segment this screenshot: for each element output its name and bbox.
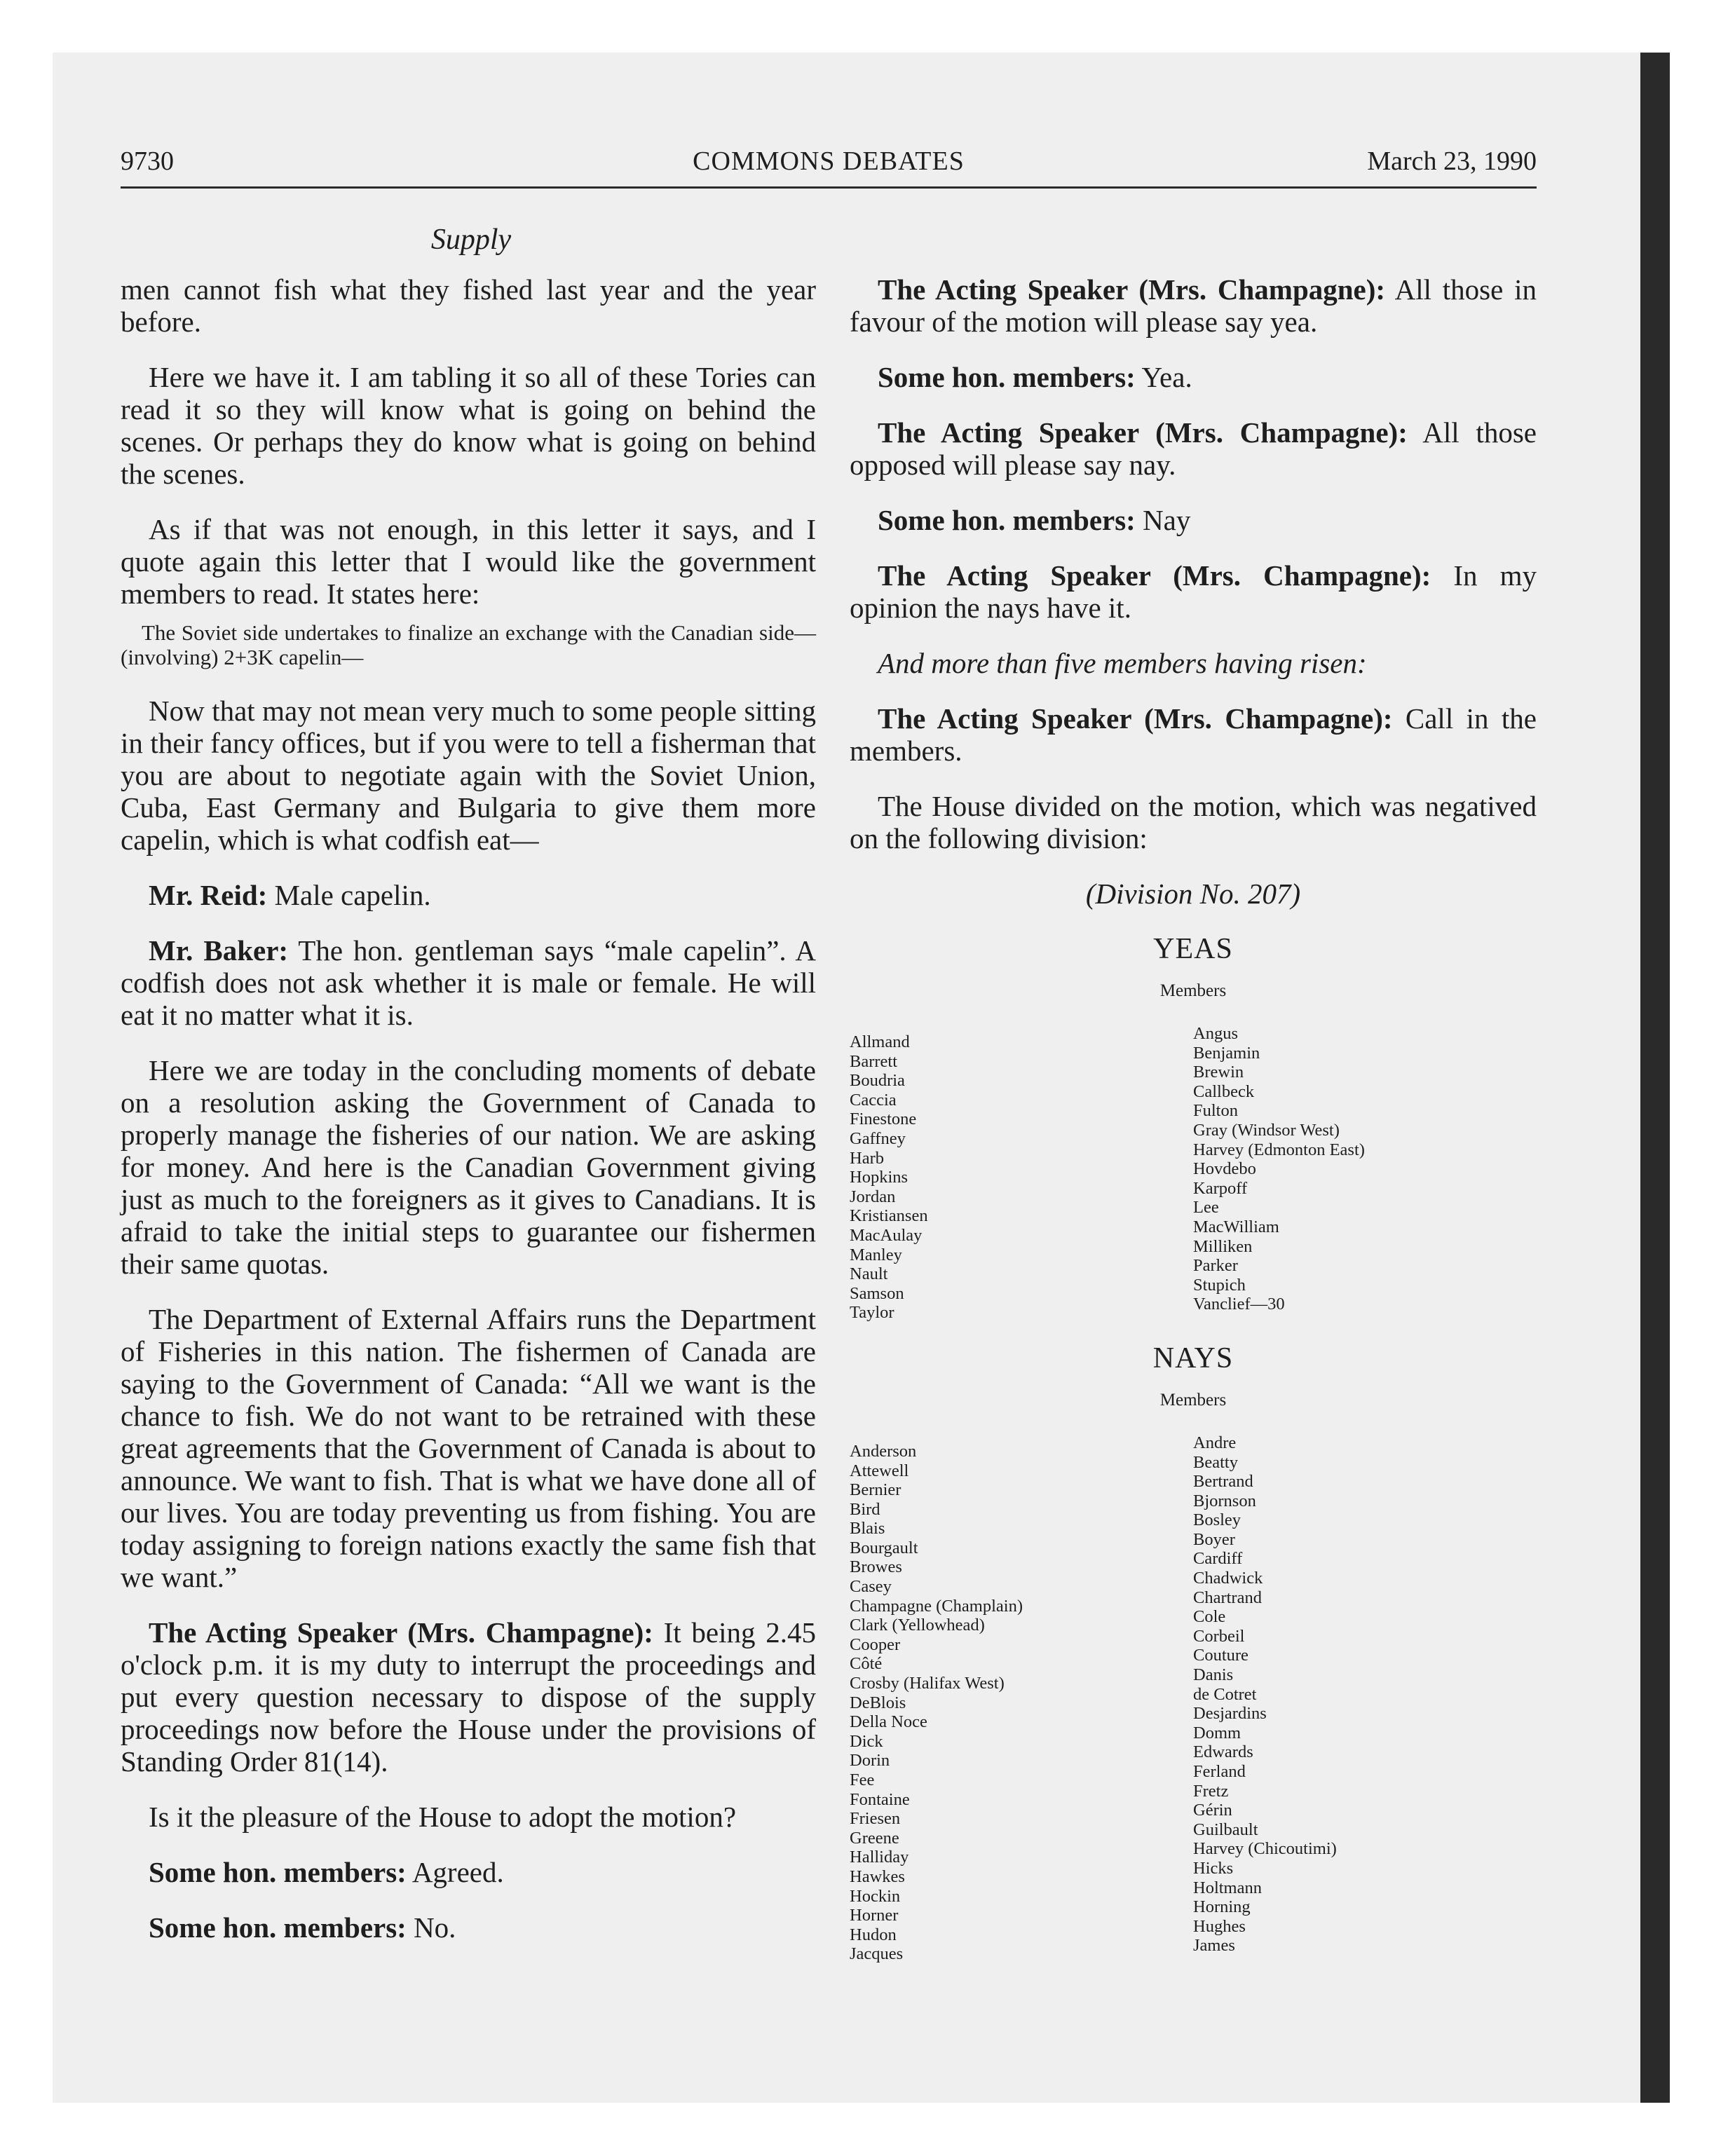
member-name: Hovdebo: [1193, 1159, 1256, 1179]
member-name: Chadwick: [1193, 1569, 1263, 1588]
member-name: Della Noce: [850, 1712, 927, 1732]
speech: [121, 1616, 816, 1778]
member-name: Caccia: [850, 1090, 897, 1110]
member-name: Manley: [850, 1245, 902, 1264]
speech-text: The hon. gentleman says “male capelin”. A codfish does not ask whether it is male or female. He will eat it no matter what it is.: [121, 934, 816, 1031]
speaker-name: The Acting Speaker (Mrs. Champagne):: [878, 559, 1431, 592]
paragraph: Here we are today in the concluding moments of debate on a resolution asking the Government of Canada to properly manage the fisheries of our nation. We are asking for money. And here is the Canadian Government giving just as much to the foreigners as it gives to Canadians. It is afraid to take the initial steps to guarantee our fishermen their same quotas.: [121, 1054, 816, 1280]
member-name: Fulton: [1193, 1101, 1238, 1121]
member-name: Parker: [1193, 1256, 1238, 1276]
member-name: Taylor: [850, 1303, 894, 1323]
publication-title: COMMONS DEBATES: [693, 146, 965, 176]
member-name: Harb: [850, 1148, 884, 1168]
member-name: Domm: [1193, 1723, 1241, 1742]
member-name: Boyer: [1193, 1529, 1235, 1549]
member-name: Boudria: [850, 1071, 905, 1091]
member-name: Cole: [1193, 1607, 1226, 1627]
member-name: Ferland: [1193, 1762, 1246, 1781]
member-name: Karpoff: [1193, 1178, 1248, 1198]
yeas-members-label: Members: [1159, 981, 1227, 1000]
member-name: Brewin: [1193, 1063, 1244, 1082]
speaker-name: Mr. Baker:: [149, 934, 289, 967]
speaker-name: The Acting Speaker (Mrs. Champagne):: [878, 416, 1408, 449]
division-number: (Division No. 207): [1085, 878, 1301, 910]
page-header: [121, 146, 1537, 188]
member-name: Fretz: [1193, 1781, 1229, 1801]
member-name: Bertrand: [1193, 1472, 1253, 1492]
member-name: Hawkes: [850, 1867, 905, 1886]
speaker-name: Some hon. members:: [878, 504, 1136, 536]
member-name: Nault: [850, 1264, 888, 1284]
member-name: Stupich: [1193, 1275, 1246, 1295]
member-name: Gray (Windsor West): [1193, 1120, 1340, 1140]
member-name: Anderson: [850, 1441, 917, 1461]
yeas-column-2: [1193, 1024, 1537, 1323]
member-name: MacWilliam: [1193, 1217, 1279, 1236]
nays-list: [850, 1433, 1537, 1964]
member-name: Hicks: [1193, 1858, 1234, 1878]
speech-text: Yea.: [1135, 361, 1192, 393]
yeas-list: [850, 1024, 1537, 1323]
member-name: Gaffney: [850, 1128, 906, 1148]
speech: [850, 504, 1537, 536]
speech-text: All those opposed will please say nay.: [850, 416, 1537, 481]
member-name: Greene: [850, 1828, 899, 1848]
member-name: Halliday: [850, 1848, 909, 1867]
member-name: Dick: [850, 1731, 883, 1751]
yeas-heading: YEAS: [1153, 933, 1233, 965]
paragraph: Is it the pleasure of the House to adopt the motion?: [149, 1801, 737, 1833]
member-name: Hughes: [1193, 1916, 1246, 1936]
speech: [121, 879, 816, 911]
member-name: Bird: [850, 1499, 880, 1519]
left-column: [121, 273, 816, 1967]
member-name: Benjamin: [1193, 1043, 1260, 1063]
speaker-name: The Acting Speaker (Mrs. Champagne):: [878, 273, 1386, 306]
member-name: Andre: [1193, 1433, 1237, 1452]
member-name: Chartrand: [1193, 1588, 1262, 1607]
speaker-name: The Acting Speaker (Mrs. Champagne):: [149, 1616, 653, 1649]
member-name: Browes: [850, 1557, 902, 1577]
member-name: Beatty: [1193, 1452, 1238, 1472]
speech-text: All those in favour of the motion will please say yea.: [850, 273, 1537, 338]
speech-text: It being 2.45 o'clock p.m. it is my duty to interrupt the proceedings and put every question necessary to dispose of the supply proceedings now before the House under the provisions of Standing Order 81(14).: [121, 1616, 816, 1778]
member-name: Horner: [850, 1906, 899, 1925]
member-name: Hockin: [850, 1886, 901, 1906]
member-name: Vanclief—30: [1193, 1295, 1285, 1314]
speech-text: Male capelin.: [267, 879, 431, 911]
publication-date: March 23, 1990: [1367, 146, 1537, 176]
paragraph: Now that may not mean very much to some people sitting in their fancy offices, but if you were to tell a fisherman that you are about to negotiate again with the Soviet Union, Cuba, East Germany and Bulgaria to give them more capelin, which is what codfish eat—: [121, 695, 816, 856]
member-name: Clark (Yellowhead): [850, 1616, 985, 1635]
member-name: Dorin: [850, 1751, 890, 1770]
member-name: Hopkins: [850, 1168, 909, 1187]
nays-column-1: [850, 1442, 1193, 1964]
speaker-name: Some hon. members:: [149, 1856, 407, 1888]
member-name: Couture: [1193, 1646, 1248, 1665]
speaker-name: Mr. Reid:: [149, 879, 268, 911]
speech-text: Call in the members.: [850, 702, 1537, 767]
speech: [850, 702, 1537, 767]
speaker-name: Some hon. members:: [878, 361, 1136, 393]
member-name: Jacques: [850, 1944, 904, 1964]
paragraph: Here we have it. I am tabling it so all of these Tories can read it so they will know what is going on behind the scenes. Or perhaps they do know what is going on behind the scenes.: [121, 361, 816, 490]
speech-text: No.: [406, 1911, 456, 1944]
member-name: Cooper: [850, 1635, 901, 1654]
member-name: DeBlois: [850, 1693, 906, 1712]
member-name: Bourgault: [850, 1538, 918, 1557]
member-name: Fontaine: [850, 1789, 910, 1809]
speech: [850, 559, 1537, 624]
member-name: Guilbault: [1193, 1820, 1258, 1839]
member-name: Horning: [1193, 1897, 1251, 1917]
speaker-name: The Acting Speaker (Mrs. Champagne):: [878, 702, 1393, 735]
member-name: Kristiansen: [850, 1206, 928, 1226]
speech: [850, 361, 1537, 393]
member-name: Danis: [1193, 1665, 1234, 1685]
member-name: Holtmann: [1193, 1878, 1262, 1897]
member-name: Blais: [850, 1519, 885, 1538]
header-rule: [121, 186, 1537, 189]
member-name: Angus: [1193, 1024, 1238, 1043]
member-name: Attewell: [850, 1461, 909, 1480]
speech-text: Agreed.: [406, 1856, 504, 1888]
nays-column-2: [1193, 1433, 1537, 1964]
paragraph: The House divided on the motion, which was negatived on the following division:: [850, 790, 1537, 854]
nays-members-label: Members: [1159, 1390, 1227, 1410]
member-name: Casey: [850, 1577, 892, 1597]
speech: [121, 1911, 816, 1944]
section-title: Supply: [430, 224, 512, 256]
member-name: Fee: [850, 1770, 875, 1789]
member-name: Gérin: [1193, 1801, 1232, 1820]
member-name: Côté: [850, 1654, 883, 1674]
speaker-name: Some hon. members:: [149, 1911, 407, 1944]
member-name: Bosley: [1193, 1510, 1241, 1530]
nays-heading: NAYS: [1152, 1342, 1234, 1374]
speech: [121, 1856, 816, 1888]
block-quote: The Soviet side undertakes to finalize an exchange with the Canadian side—(involving) 2+3K capelin—: [121, 620, 816, 669]
member-name: Cardiff: [1193, 1549, 1243, 1569]
speech: [121, 934, 816, 1031]
member-name: Friesen: [850, 1809, 901, 1829]
page-number: 9730: [121, 146, 174, 176]
right-column: [850, 273, 1537, 1964]
member-name: Callbeck: [1193, 1082, 1255, 1101]
member-name: Crosby (Halifax West): [850, 1674, 1005, 1693]
stage-direction: And more than five members having risen:: [878, 647, 1367, 679]
speech-text: In my opinion the nays have it.: [850, 559, 1537, 624]
member-name: Desjardins: [1193, 1704, 1267, 1724]
speech: [850, 416, 1537, 481]
member-name: Barrett: [850, 1051, 898, 1071]
scan-edge-shadow: [1640, 53, 1670, 2103]
member-name: Lee: [1193, 1198, 1219, 1217]
member-name: Corbeil: [1193, 1626, 1245, 1646]
member-name: Harvey (Chicoutimi): [1193, 1839, 1337, 1859]
yeas-column-1: [850, 1032, 1193, 1323]
member-name: Bernier: [850, 1480, 901, 1500]
speech: [850, 273, 1537, 338]
member-name: Finestone: [850, 1110, 917, 1129]
member-name: Jordan: [850, 1187, 896, 1206]
member-name: de Cotret: [1193, 1684, 1257, 1704]
paragraph: As if that was not enough, in this letter it says, and I quote again this letter that I would like the government members to read. It states here:: [121, 513, 816, 610]
paragraph: men cannot fish what they fished last year and the year before.: [121, 273, 816, 338]
member-name: James: [1193, 1936, 1235, 1956]
member-name: Allmand: [850, 1032, 910, 1051]
member-name: Samson: [850, 1283, 904, 1303]
member-name: Bjornson: [1193, 1491, 1256, 1510]
member-name: Hudon: [850, 1925, 897, 1944]
member-name: MacAulay: [850, 1225, 923, 1245]
paragraph: The Department of External Affairs runs the Department of Fisheries in this nation. The fishermen of Canada are saying to the Government of Canada: “All we want is the chance to fish. We do not want to be retrained with these great agreements that the Government of Canada is about to announce. We want to fish. That is what we have done all of our lives. You are today preventing us from fishing. You are today assigning to foreign nations exactly the same fish that we want.”: [121, 1303, 816, 1593]
member-name: Milliken: [1193, 1236, 1253, 1256]
speech-text: Nay: [1135, 504, 1191, 536]
member-name: Edwards: [1193, 1742, 1253, 1762]
member-name: Champagne (Champlain): [850, 1596, 1023, 1616]
member-name: Harvey (Edmonton East): [1193, 1140, 1365, 1159]
